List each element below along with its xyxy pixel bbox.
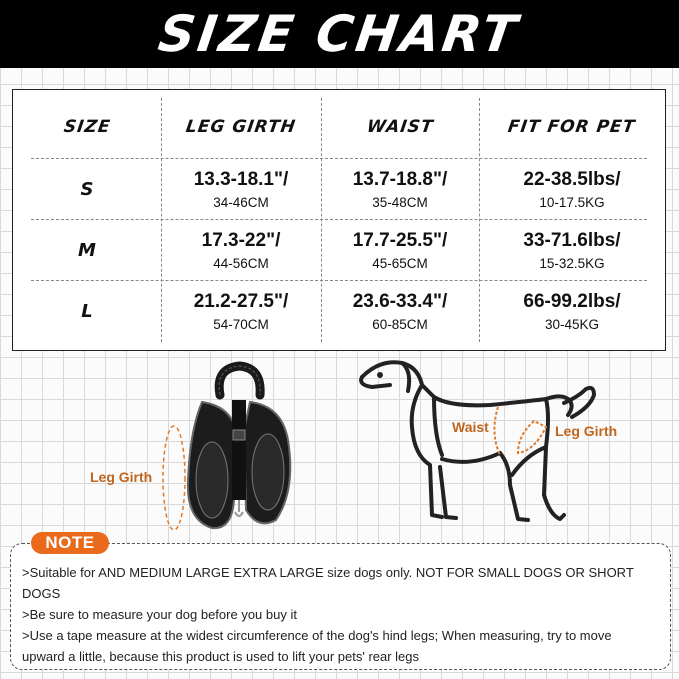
fit-lbs: 33-71.6lbs/ xyxy=(523,229,621,251)
fit-kg: 30-45KG xyxy=(544,316,600,332)
waist-inches: 17.7-25.5"/ xyxy=(352,229,448,251)
table-row xyxy=(13,282,665,340)
column-divider xyxy=(321,98,322,342)
fit-kg: 10-17.5KG xyxy=(539,194,605,210)
leg-girth-inches: 21.2-27.5"/ xyxy=(193,290,289,312)
waist-label: Waist xyxy=(452,419,489,435)
leg-girth-inches: 17.3-22"/ xyxy=(201,229,281,251)
waist-marker xyxy=(494,407,500,455)
divider xyxy=(31,158,647,159)
table-row xyxy=(13,221,665,279)
fit-lbs: 22-38.5lbs/ xyxy=(523,168,621,190)
divider xyxy=(31,280,647,281)
leg-girth-cm: 34-46CM xyxy=(213,194,269,210)
note-badge: NOTE xyxy=(31,532,109,554)
waist-inches: 13.7-18.8"/ xyxy=(352,168,448,190)
waist-cm: 60-85CM xyxy=(372,316,428,332)
table-header-row xyxy=(13,96,665,158)
harness-product-image xyxy=(150,360,310,540)
leg-girth-cm: 54-70CM xyxy=(213,316,269,332)
leg-girth-label-right: Leg Girth xyxy=(555,423,618,439)
leg-girth-marker xyxy=(163,426,185,530)
header-banner xyxy=(0,0,679,68)
header-fit-for-pet: FIT FOR PET xyxy=(506,117,637,137)
table-row xyxy=(13,160,665,218)
note-line: >Suitable for AND MEDIUM LARGE EXTRA LARGE size dogs only. NOT FOR SMALL DOGS OR SHORT xyxy=(22,565,634,580)
note-line: >Be sure to measure your dog before you buy it xyxy=(22,607,297,622)
note-line: >Use a tape measure at the widest circumference of the dog's hind legs; When measuring, try to move xyxy=(22,628,612,643)
size-chart-table xyxy=(12,89,666,351)
header-size: SIZE xyxy=(62,117,112,137)
note-line: DOGS xyxy=(22,586,61,601)
leg-girth-inches: 13.3-18.1"/ xyxy=(193,168,289,190)
note-line: upward a little, because this product is used to lift your pets' rear legs xyxy=(22,649,420,664)
header-leg-girth: LEG GIRTH xyxy=(184,117,298,137)
fit-lbs: 66-99.2lbs/ xyxy=(523,290,621,312)
leg-girth-cm: 44-56CM xyxy=(213,255,269,271)
leg-girth-label-left: Leg Girth xyxy=(90,469,153,485)
fit-kg: 15-32.5KG xyxy=(539,255,605,271)
note-text xyxy=(22,562,652,667)
waist-cm: 45-65CM xyxy=(372,255,428,271)
waist-cm: 35-48CM xyxy=(372,194,428,210)
column-divider xyxy=(161,98,162,342)
waist-inches: 23.6-33.4"/ xyxy=(352,290,448,312)
divider xyxy=(31,219,647,220)
size-label: S xyxy=(80,178,94,200)
page-title: SIZE CHART xyxy=(155,5,524,63)
column-divider xyxy=(479,98,480,342)
header-waist: WAIST xyxy=(365,117,435,137)
dog-measurement-diagram xyxy=(350,355,640,535)
size-label: L xyxy=(81,300,93,322)
size-label: M xyxy=(78,239,96,261)
